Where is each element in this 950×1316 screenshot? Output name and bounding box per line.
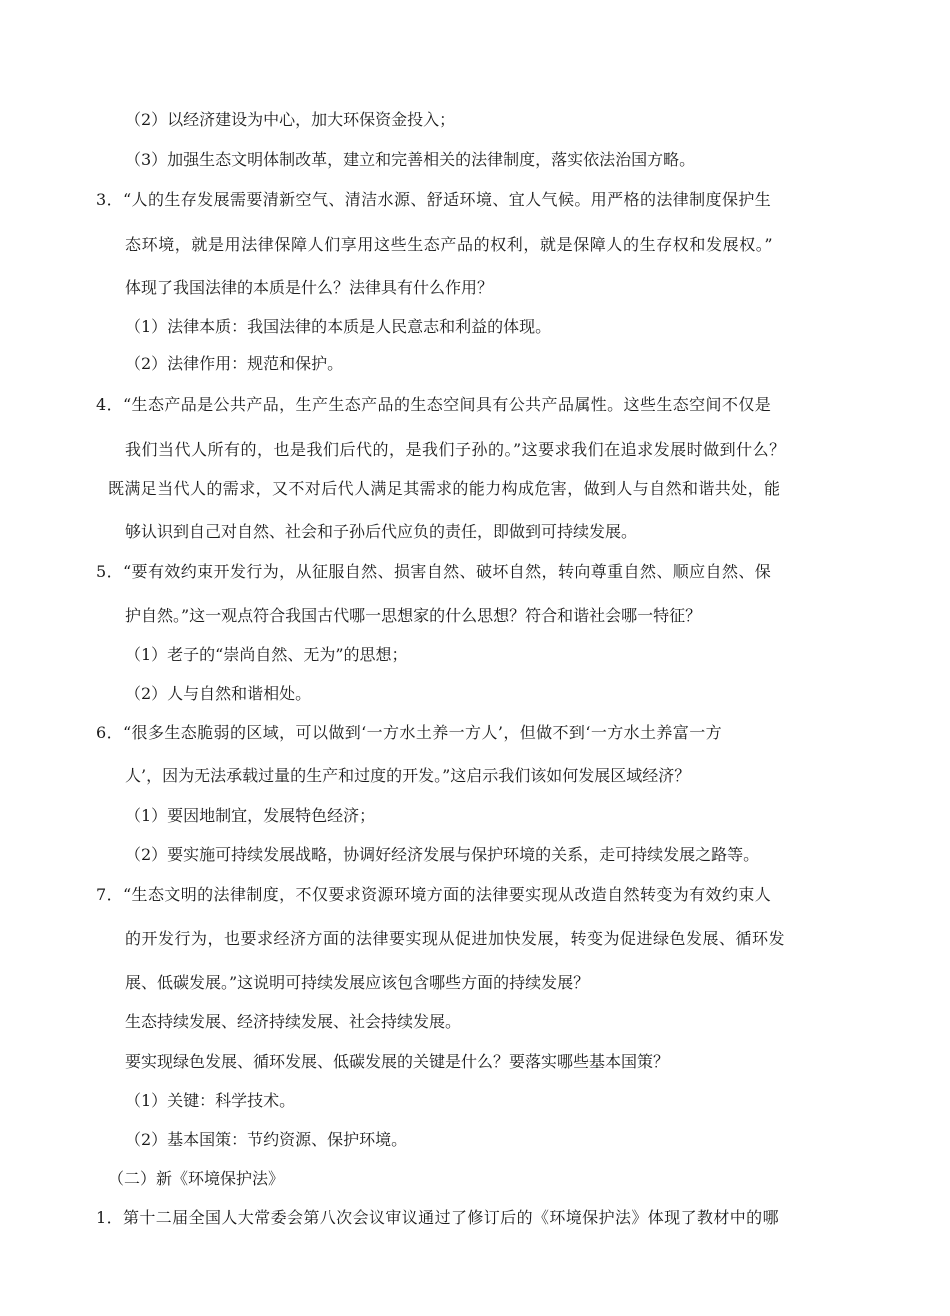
text-line: 展、低碳发展。”这说明可持续发展应该包含哪些方面的持续发展？: [125, 973, 590, 992]
text-line: 4．“生态产品是公共产品，生产生态产品的生态空间具有公共产品属性。这些生态空间不仅是: [96, 395, 772, 414]
text-line: 5．“要有效约束开发行为，从征服自然、损害自然、破坏自然，转向尊重自然、顺应自然、保: [96, 562, 772, 581]
text-line: 既满足当代人的需求，又不对后代人满足其需求的能力构成危害，做到人与自然和谐共处，能: [108, 479, 781, 498]
text-line: （1）要因地制宜，发展特色经济；: [125, 806, 376, 825]
text-line: 护自然。”这一观点符合我国古代哪一思想家的什么思想？符合和谐社会哪一特征？: [125, 606, 702, 625]
text-line: 态环境，就是用法律保障人们享用这些生态产品的权利，就是保障人的生存权和发展权。”: [125, 235, 774, 254]
text-line: 要实现绿色发展、循环发展、低碳发展的关键是什么？要落实哪些基本国策？: [125, 1052, 670, 1071]
text-line: （1）法律本质：我国法律的本质是人民意志和利益的体现。: [125, 317, 552, 336]
text-line: （2）人与自然和谐相处。: [125, 684, 312, 703]
text-line: 人’，因为无法承载过量的生产和过度的开发。”这启示我们该如何发展区域经济？: [125, 766, 691, 785]
text-line: （2）要实施可持续发展战略，协调好经济发展与保护环境的关系，走可持续发展之路等。: [125, 845, 760, 864]
text-line: （2）以经济建设为中心，加大环保资金投入；: [125, 110, 456, 129]
text-line: （3）加强生态文明体制改革，建立和完善相关的法律制度，落实依法治国方略。: [125, 150, 696, 169]
text-line: 体现了我国法律的本质是什么？法律具有什么作用？: [125, 278, 494, 297]
text-line: 我们当代人所有的，也是我们后代的，是我们子孙的。”这要求我们在追求发展时做到什么？: [125, 440, 786, 459]
text-line: 生态持续发展、经济持续发展、社会持续发展。: [125, 1012, 462, 1031]
text-line: （1）关键：科学技术。: [125, 1091, 296, 1110]
text-line: 7．“生态文明的法律制度，不仅要求资源环境方面的法律要实现从改造自然转变为有效约束人: [96, 885, 772, 904]
text-line: 1．第十二届全国人大常委会第八次会议审议通过了修订后的《环境保护法》体现了教材中的哪: [96, 1208, 779, 1227]
text-line: （2）法律作用：规范和保护。: [125, 354, 344, 373]
text-line: （1）老子的“崇尚自然、无为”的思想；: [125, 645, 408, 664]
section-heading: （二）新《环境保护法》: [108, 1169, 285, 1188]
text-line: （2）基本国策：节约资源、保护环境。: [125, 1130, 408, 1149]
text-line: 6．“很多生态脆弱的区域，可以做到‘一方水土养一方人’，但做不到‘一方水土养富一方: [96, 723, 723, 742]
text-line: 的开发行为，也要求经济方面的法律要实现从促进加快发展，转变为促进绿色发展、循环发: [125, 929, 786, 948]
text-line: 3．“人的生存发展需要清新空气、清洁水源、舒适环境、宜人气候。用严格的法律制度保护生: [96, 190, 772, 209]
text-line: 够认识到自己对自然、社会和子孙后代应负的责任，即做到可持续发展。: [125, 522, 638, 541]
